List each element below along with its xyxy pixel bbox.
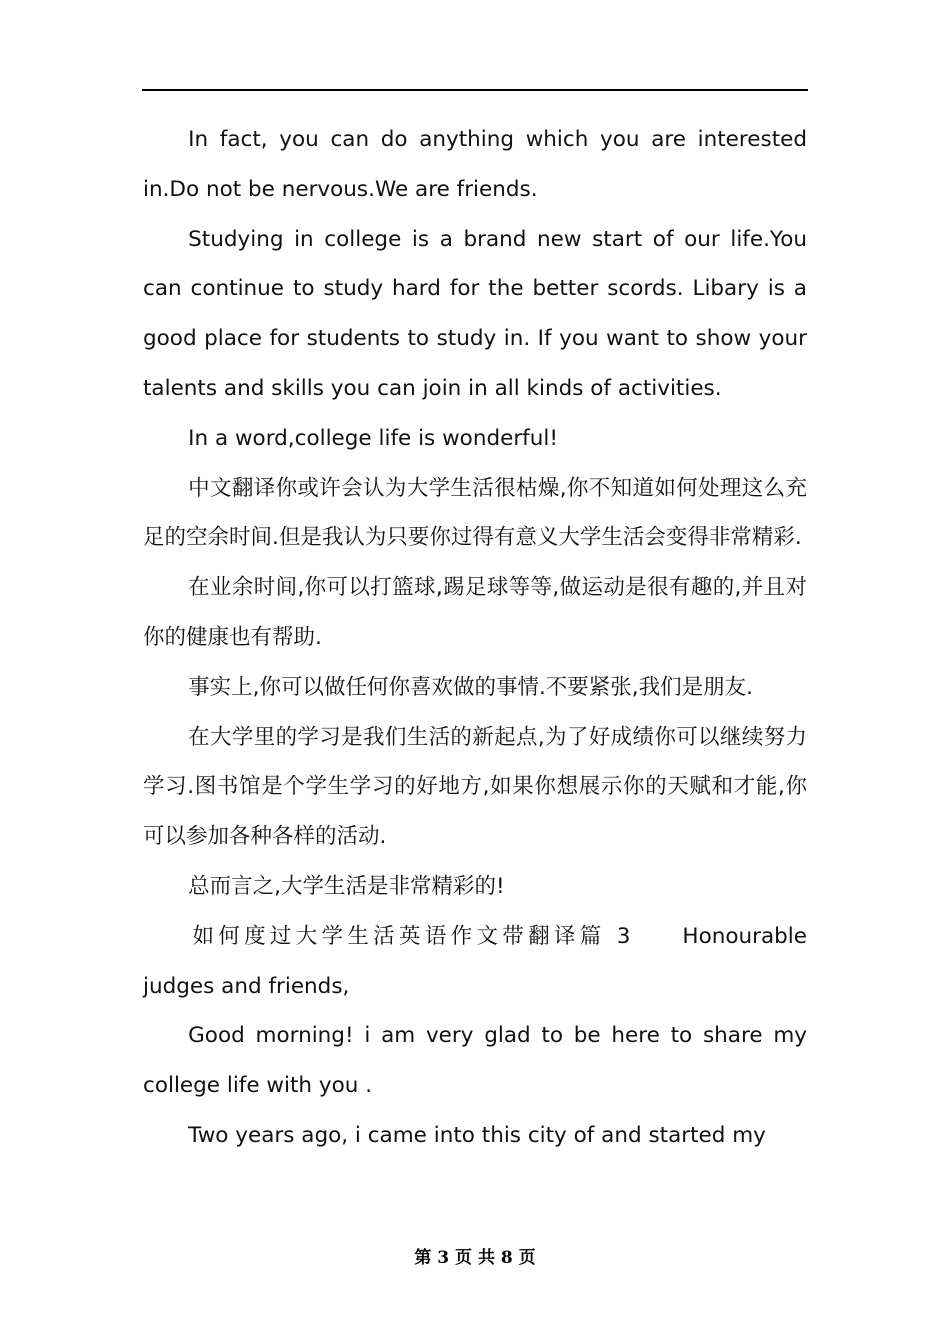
paragraph: Good morning! i am very glad to be here to share my college life with you . bbox=[143, 1023, 807, 1099]
section-heading-title: 如何度过大学生活英语作文带翻译篇 3 bbox=[192, 923, 631, 949]
page-footer: 第 3 页 共 8 页 bbox=[414, 1248, 536, 1268]
paragraph: 事实上,你可以做任何你喜欢做的事情.不要紧张,我们是朋友. bbox=[188, 674, 753, 700]
paragraph: 在业余时间,你可以打篮球,踢足球等等,做运动是很有趣的,并且对你的健康也有帮助. bbox=[143, 575, 807, 650]
section-heading-continuation: Honourable judges and friends, bbox=[143, 923, 807, 999]
paragraph: In a word,college life is wonderful! bbox=[188, 425, 558, 451]
header-rule bbox=[142, 89, 808, 91]
paragraph: 在大学里的学习是我们生活的新起点,为了好成绩你可以继续努力学习.图书馆是个学生学习的好地方,如果你想展示你的天赋和才能,你可以参加各种各样的活动. bbox=[143, 724, 807, 850]
paragraph: Two years ago, i came into this city of and started my bbox=[188, 1122, 766, 1148]
paragraph: In fact, you can do anything which you are interested in.Do not be nervous.We are friends. bbox=[143, 127, 807, 202]
paragraph: 中文翻译你或许会认为大学生活很枯燥,你不知道如何处理这么充足的空余时间.但是我认为只要你过得有意义大学生活会变得非常精彩. bbox=[143, 475, 807, 551]
section-heading-paragraph bbox=[143, 912, 807, 1012]
paragraph: 总而言之,大学生活是非常精彩的! bbox=[188, 873, 505, 899]
paragraph: Studying in college is a brand new start of our life.You can continue to study hard for the better scords. Libary is a good place for students to study in. If you want to show your talents and skills you can join in all kinds of activities. bbox=[143, 226, 807, 401]
document-body bbox=[143, 115, 807, 1161]
